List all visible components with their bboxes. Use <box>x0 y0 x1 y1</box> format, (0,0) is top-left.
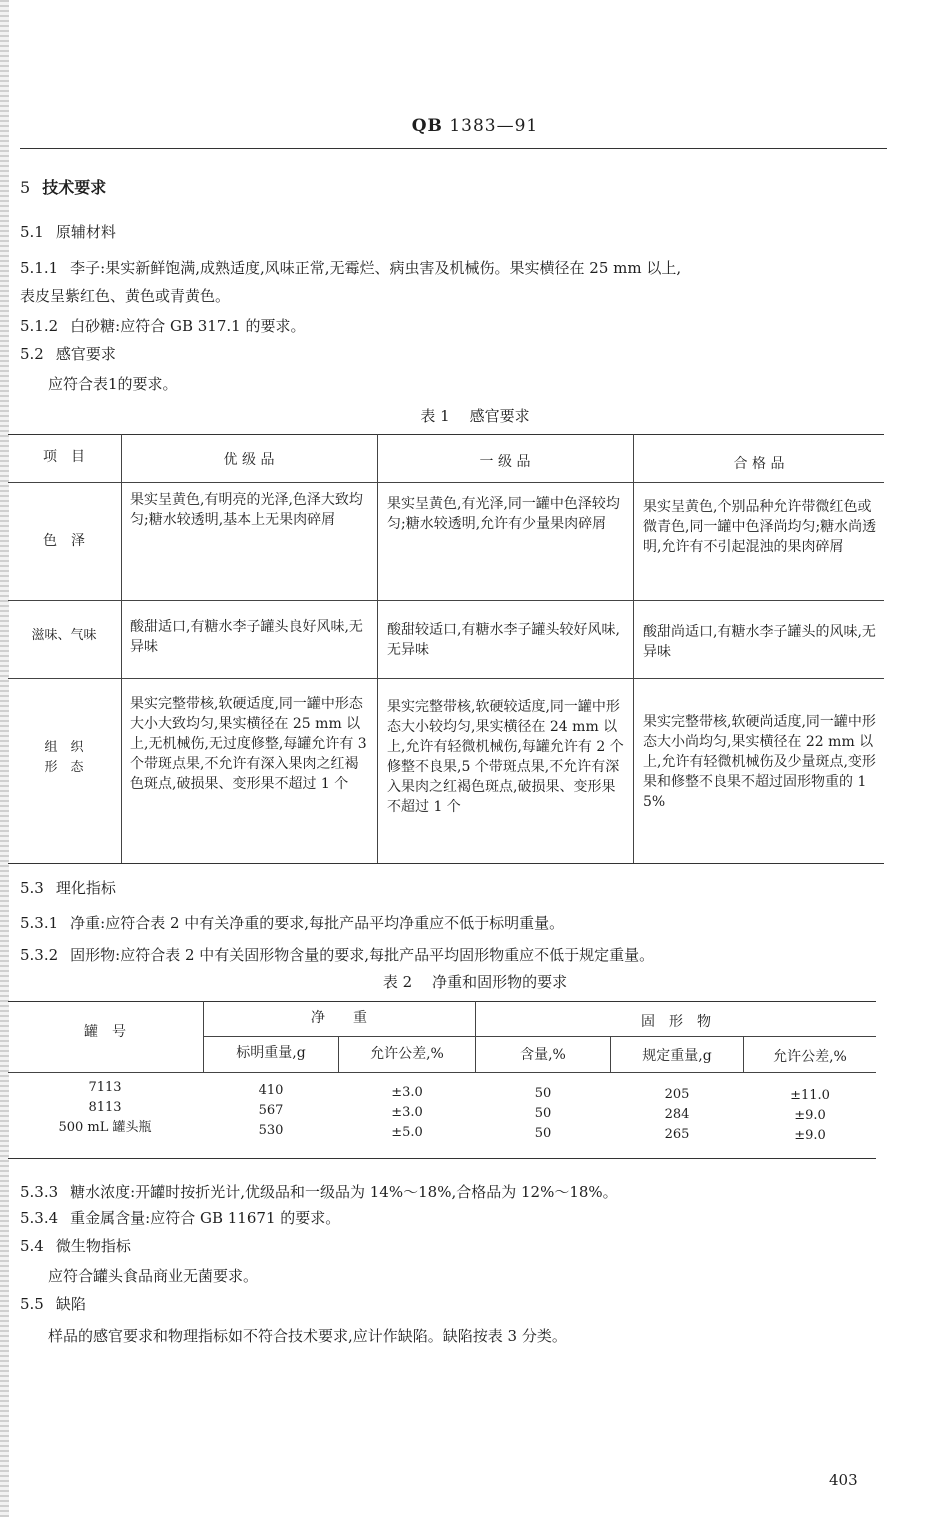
table1-cell: 果实完整带核,软硬较适度,同一罐中形态大小较均匀,果实横径在 24 mm 以上,允许有轻微机械伤,每罐允许有 2 个修整不良果,5 个带斑点果,不允许有深入果肉之红褐色斑点,破损果、变形果不超过 1 个 <box>387 699 624 815</box>
clause-5-1-1-line1 <box>20 258 681 278</box>
table2-header-rule <box>8 1072 876 1073</box>
item-line: 形 态 <box>44 760 84 775</box>
standard-number: 1383—91 <box>449 116 539 136</box>
table2-col-content <box>477 1084 609 1144</box>
table1-header-premium: 优 级 品 <box>223 452 275 468</box>
table2-cell: 50 <box>534 1106 552 1121</box>
section-title: 缺陷 <box>55 1295 86 1313</box>
clause-5-3-4 <box>20 1208 340 1228</box>
clause-text: 李子:果实新鲜饱满,成熟适度,风味正常,无霉烂、病虫害及机械伤。果实横径在 25 mm 以上, <box>70 259 682 277</box>
clause-number: 5.1.2 <box>20 317 59 335</box>
table2-cell: 205 <box>664 1087 690 1102</box>
section-number: 5.1 <box>20 223 44 241</box>
section-5-4-heading <box>20 1236 131 1256</box>
table2-cell: 410 <box>258 1083 284 1098</box>
table2-cell: ±9.0 <box>794 1108 826 1123</box>
header-rule <box>20 148 887 149</box>
table-label: 表 1 <box>420 407 450 425</box>
table2-cell: ±3.0 <box>391 1085 423 1100</box>
section-5-2-text: 应符合表1的要求。 <box>48 375 178 393</box>
table2-cell: 530 <box>258 1123 284 1138</box>
table1-cell: 酸甜较适口,有糖水李子罐头较好风味,无异味 <box>387 622 620 658</box>
clause-number: 5.3.3 <box>20 1183 59 1201</box>
clause-text: 白砂糖:应符合 GB 317.1 的要求。 <box>70 317 306 335</box>
table2-cell: ±11.0 <box>790 1088 830 1103</box>
table2-top-rule <box>8 1001 876 1002</box>
table1-col-divider <box>377 434 378 863</box>
table2-cell: 50 <box>534 1086 552 1101</box>
table1-bottom-rule <box>8 863 884 864</box>
clause-text: 糖水浓度:开罐时按折光计,优级品和一级品为 14%～18%,合格品为 12%～18%。 <box>70 1183 618 1201</box>
section-title: 原辅材料 <box>55 223 116 241</box>
section-number: 5 <box>20 178 31 197</box>
table2-cell: 7113 <box>88 1080 122 1095</box>
table2-col-net-tolerance <box>340 1083 474 1143</box>
clause-5-3-3 <box>20 1182 618 1202</box>
item-line: 组 织 <box>44 740 84 755</box>
section-5-2-heading <box>20 344 116 364</box>
section-number: 5.5 <box>20 1295 44 1313</box>
table2-header-solid: 固 形 物 <box>641 1014 711 1030</box>
table2-col-spec-weight <box>612 1085 742 1145</box>
section-5-4-text: 应符合罐头食品商业无菌要求。 <box>48 1267 259 1285</box>
table1-cell: 果实呈黄色,有光泽,同一罐中色泽较均匀;糖水较透明,允许有少量果肉碎屑 <box>387 496 620 532</box>
table2-subheader: 允许公差,% <box>370 1046 444 1062</box>
table2-header-can: 罐 号 <box>84 1024 126 1040</box>
table2-subheader: 标明重量,g <box>236 1045 306 1061</box>
section-5-heading <box>20 178 106 198</box>
table2-cell: 8113 <box>88 1100 122 1115</box>
clause-number: 5.3.4 <box>20 1209 59 1227</box>
table2-cell: 265 <box>664 1127 690 1142</box>
table1-header-qualified: 合 格 品 <box>733 456 785 472</box>
standard-code: QB <box>411 116 443 136</box>
table1-cell: 果实完整带核,软硬尚适度,同一罐中形态大小尚均匀,果实横径在 22 mm 以上,允许有轻微机械伤及少量斑点,变形果和修整不良果不超过固形物重的 15% <box>643 714 876 810</box>
table2-col-divider <box>475 1001 476 1072</box>
table2-subheader: 含量,% <box>520 1047 566 1063</box>
table2-cell: 500 mL 罐头瓶 <box>58 1120 152 1135</box>
table2-cell: ±5.0 <box>391 1125 423 1140</box>
table-title: 净重和固形物的要求 <box>432 973 568 991</box>
section-title: 感官要求 <box>55 345 116 363</box>
table-title: 感官要求 <box>469 407 530 425</box>
clause-5-3-2 <box>20 945 654 965</box>
section-5-3-heading <box>20 878 116 898</box>
clause-5-1-2 <box>20 316 305 336</box>
table1-row-rule <box>8 678 884 679</box>
clause-number: 5.3.1 <box>20 914 59 932</box>
table-label: 表 2 <box>382 973 413 991</box>
table2-col-divider <box>610 1036 611 1072</box>
table2-cell: 284 <box>664 1107 690 1122</box>
clause-text: 固形物:应符合表 2 中有关固形物含量的要求,每批产品平均固形物重应不低于规定重量。 <box>70 946 655 964</box>
table2-group-rule <box>203 1036 876 1037</box>
table1-top-rule <box>8 434 884 435</box>
table1-item-color: 色 泽 <box>43 533 85 549</box>
clause-5-1-1-line2: 表皮呈紫红色、黄色或青黄色。 <box>20 287 231 305</box>
table2-bottom-rule <box>8 1158 876 1159</box>
table1-row-rule <box>8 600 884 601</box>
page-number: 403 <box>829 1471 858 1489</box>
table2-subheader: 允许公差,% <box>773 1049 847 1065</box>
table1-col-divider <box>121 434 122 863</box>
table2-cell: ±9.0 <box>794 1128 826 1143</box>
clause-5-3-1 <box>20 913 564 933</box>
table1-caption <box>0 406 950 426</box>
table2-cell: 50 <box>534 1126 552 1141</box>
table1-header-first-grade: 一 级 品 <box>479 454 531 470</box>
page-header <box>0 116 950 136</box>
table2-header-net: 净 重 <box>311 1010 367 1026</box>
section-5-5-text: 样品的感官要求和物理指标如不符合技术要求,应计作缺陷。缺陷按表 3 分类。 <box>48 1327 567 1345</box>
table2-col-divider <box>743 1036 744 1072</box>
clause-number: 5.3.2 <box>20 946 59 964</box>
clause-text: 重金属含量:应符合 GB 11671 的要求。 <box>70 1209 341 1227</box>
section-number: 5.4 <box>20 1237 44 1255</box>
table2-col-divider <box>203 1001 204 1072</box>
clause-text: 净重:应符合表 2 中有关净重的要求,每批产品平均净重应不低于标明重量。 <box>70 914 565 932</box>
table1-cell: 果实呈黄色,个别品种允许带微红色或微青色,同一罐中色泽尚均匀;糖水尚透明,允许有不引起混浊的果肉碎屑 <box>643 499 877 555</box>
table1-col-divider <box>633 434 634 863</box>
table2-col-solid-tolerance <box>745 1086 875 1146</box>
table2-col-can <box>10 1078 200 1138</box>
table1-header-rule <box>8 482 884 483</box>
table2-cell: ±3.0 <box>391 1105 423 1120</box>
section-number: 5.2 <box>20 345 44 363</box>
table1-cell: 酸甜尚适口,有糖水李子罐头的风味,无异味 <box>643 624 876 660</box>
table2-caption <box>0 972 950 992</box>
scan-edge <box>0 0 9 1517</box>
table1-item-taste: 滋味、气味 <box>31 628 97 643</box>
section-title: 理化指标 <box>55 879 116 897</box>
table2-subheader: 规定重量,g <box>642 1048 712 1064</box>
table1-item-texture <box>10 738 118 778</box>
clause-number: 5.1.1 <box>20 259 59 277</box>
table1-cell: 果实完整带核,软硬适度,同一罐中形态大小大致均匀,果实横径在 25 mm 以上,无机械伤,无过度修整,每罐允许有 3 个带斑点果,不允许有深入果肉之红褐色斑点,破损果、变形果不超过 1 个 <box>130 696 367 792</box>
table1-cell: 果实呈黄色,有明亮的光泽,色泽大致均匀;糖水较透明,基本上无果肉碎屑 <box>130 492 363 528</box>
table1-header-item: 项 目 <box>43 449 85 465</box>
section-5-1-heading <box>20 222 116 242</box>
table2-cell: 567 <box>258 1103 284 1118</box>
section-title: 微生物指标 <box>55 1237 131 1255</box>
table1-cell: 酸甜适口,有糖水李子罐头良好风味,无异味 <box>130 619 363 655</box>
table2-col-divider <box>338 1036 339 1072</box>
section-number: 5.3 <box>20 879 44 897</box>
section-5-5-heading <box>20 1294 86 1314</box>
section-title: 技术要求 <box>42 178 107 197</box>
table2-col-net-weight <box>205 1081 337 1141</box>
